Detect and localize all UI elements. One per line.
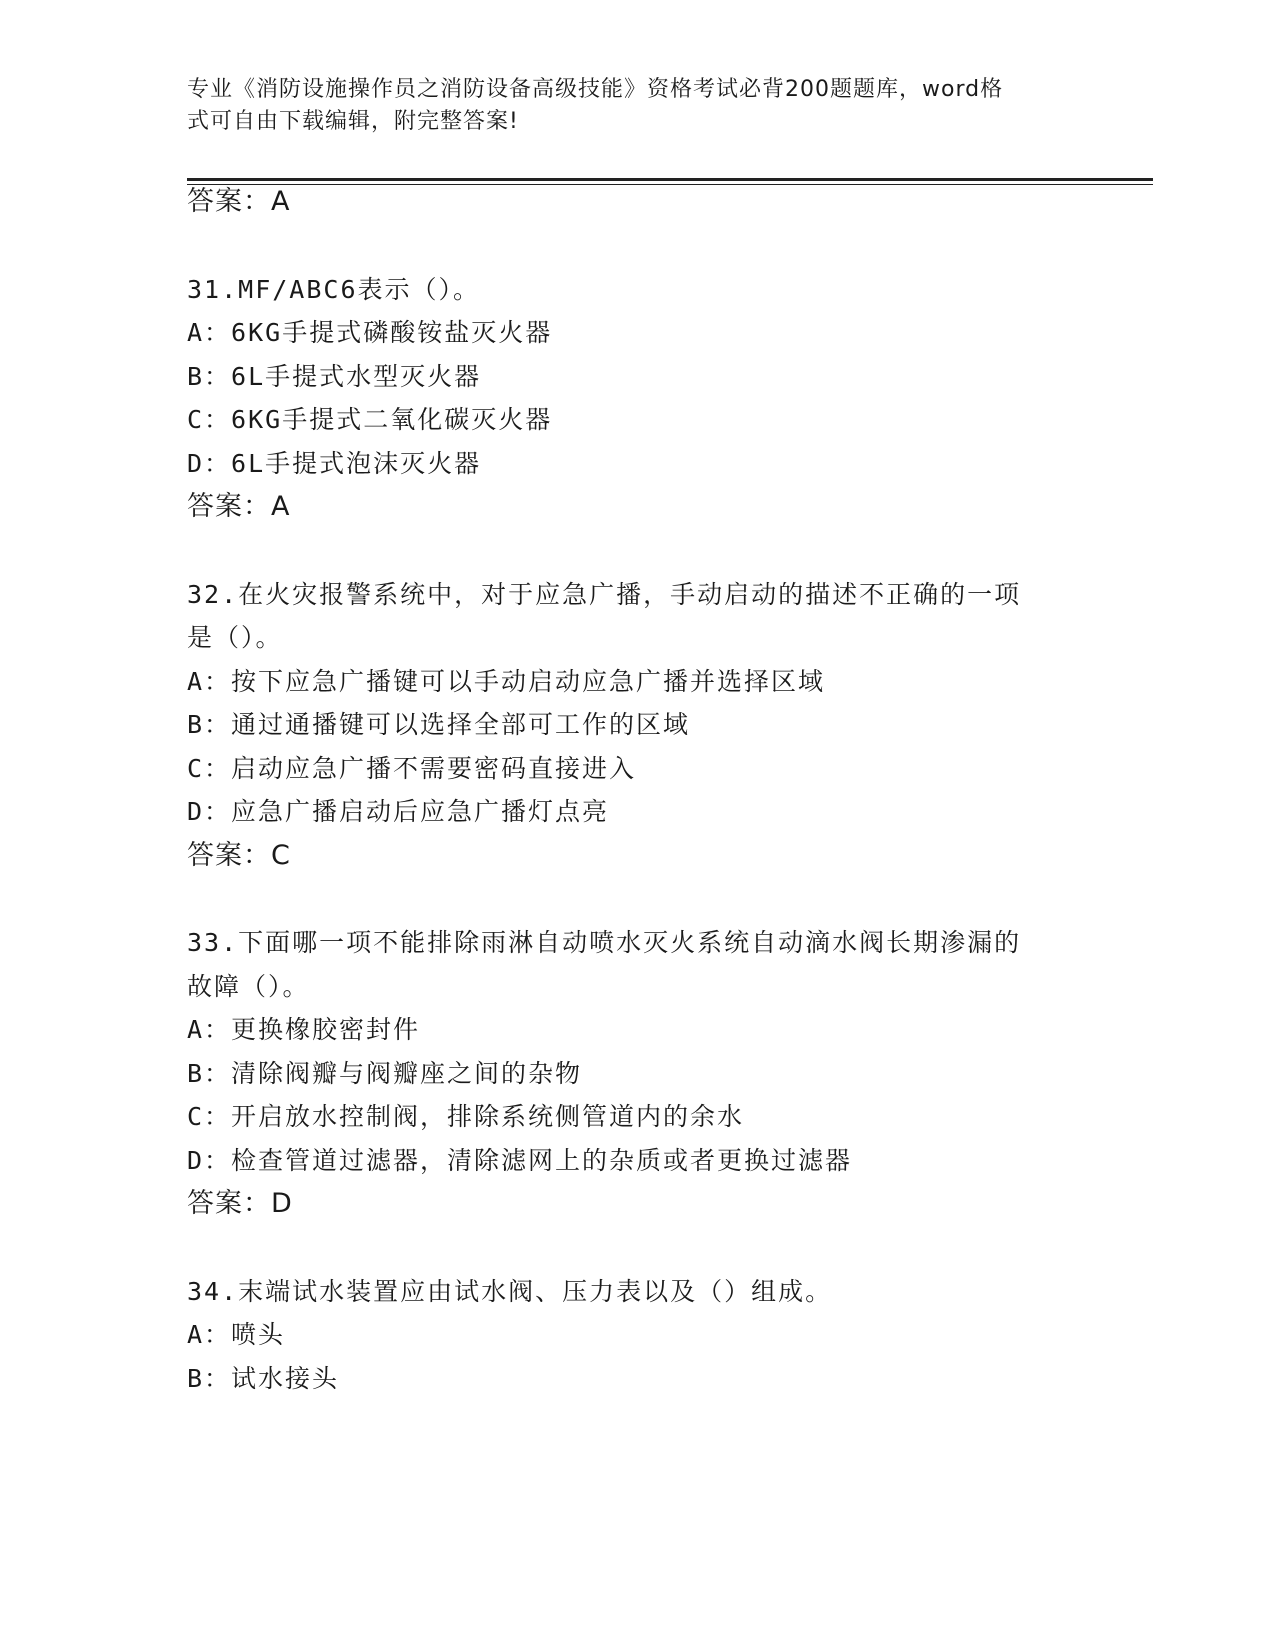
option-a: A：6KG手提式磷酸铵盐灭火器 (187, 318, 553, 347)
question-stem: 33.下面哪一项不能排除雨淋自动喷水灭火系统自动滴水阀长期渗漏的 (187, 928, 1022, 957)
option-d: D：应急广播启动后应急广播灯点亮 (187, 797, 610, 826)
question-stem: 32.在火灾报警系统中，对于应急广播，手动启动的描述不正确的一项 (187, 580, 1022, 609)
header-line-2: 式可自由下载编辑，附完整答案! (187, 109, 519, 134)
question-stem-cont: 故障（）。 (187, 972, 310, 1001)
question-stem-cont: 是（）。 (187, 623, 283, 652)
answer-line: 答案：C (187, 840, 291, 871)
option-c: C：6KG手提式二氧化碳灭火器 (187, 405, 553, 434)
header-rule-thick (187, 178, 1153, 181)
option-b: B：清除阀瓣与阀瓣座之间的杂物 (187, 1059, 583, 1088)
option-b: B：6L手提式水型灭火器 (187, 362, 482, 391)
document-header (187, 74, 1067, 138)
option-a: A：按下应急广播键可以手动启动应急广播并选择区域 (187, 667, 826, 696)
option-a: A：喷头 (187, 1320, 286, 1349)
header-rule-thin (187, 184, 1153, 185)
option-a: A：更换橡胶密封件 (187, 1015, 421, 1044)
option-b: B：通过通播键可以选择全部可工作的区域 (187, 710, 691, 739)
question-stem: 34.末端试水装置应由试水阀、压力表以及（）组成。 (187, 1277, 833, 1306)
answer-line: 答案：A (187, 186, 291, 217)
header-line-1: 专业《消防设施操作员之消防设备高级技能》资格考试必背200题题库，word格 (187, 77, 1004, 102)
answer-line: 答案：A (187, 491, 291, 522)
answer-line: 答案：D (187, 1188, 293, 1219)
question-stem: 31.MF/ABC6表示（）。 (187, 275, 481, 304)
option-b: B：试水接头 (187, 1364, 340, 1393)
option-d: D：6L手提式泡沫灭火器 (187, 449, 482, 478)
option-d: D：检查管道过滤器，清除滤网上的杂质或者更换过滤器 (187, 1146, 853, 1175)
option-c: C：启动应急广播不需要密码直接进入 (187, 754, 637, 783)
option-c: C：开启放水控制阀，排除系统侧管道内的余水 (187, 1102, 745, 1131)
